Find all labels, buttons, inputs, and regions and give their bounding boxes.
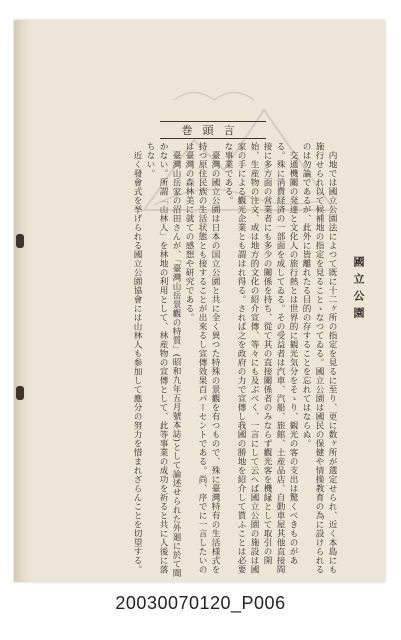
binding-mark: [16, 386, 24, 400]
image-caption: 20030070120_P006: [115, 593, 286, 613]
paragraph: 内地では國立公園法によつて既に十二ヶ所の指定を見るに至り、更に数ヶ所が選定せられ、近く本島にも施行せられ以て候補地の指定を見ることゝなつてゐる。國立公園は國民の保健や情操教育の為に設けられるのは勿論であるが、此外に皆離れたる目的の存することを忘れてはならぬ。: [301, 142, 337, 574]
paragraph: 臺灣山岳家の沼田さんが、「臺灣山岳景觀の特質」(昭和九年五月號本誌)として論述せられた外廻に於て聞かない。所謂「山林人」を林地の利用として、林産物の宣傳として、此等事業の成功を祈ると共に人後に落ちない。: [145, 142, 181, 577]
paragraph: 近く發會式を挙げられる國立公園協會には山林人も参加して應分の努力を惜まれざらんことを切望する。: [132, 150, 142, 574]
binding-mark: [16, 234, 24, 248]
page-heading: 巻頭言: [160, 121, 266, 139]
paragraph: 臺灣の國立公園は日本の国立公園と共に全く異つた特殊の景觀を有つもので、殊に臺灣特有の生活様式を持つ原住民族の生活状態とも接することが出來るし宣傳效果百パーセントである。尚、序でに一言したいのは臺灣の森林美に就ての感想や研究である。: [184, 142, 220, 574]
paragraph: 交通機關の発達と文化人の旅行熱とは世界的に観光気分をそゝり、観光の客の支出は驚くべきものがある。殊に消費経済の一部面を成してゐる。その受益者は汽車、汽船、旅館、土産品店、自動車屋其他直接間接に多方面の営業者にも多少の關係を持ち、從て其の直接關係者のみならず觀光客を機縁として取引の開始、生産物の注文、或は地方的文化の紹介宣傳、等々にも及ぶべく、一言にして云へば國立公園の施設は國家の手による觀光企業とも謂はれ得る。されば之を政府の力で宣傳し我國の勝地を紹介して貰ふことは必要な事業である。: [223, 142, 298, 574]
page-fold-shadow: [14, 20, 32, 582]
body-text: [86, 142, 338, 582]
scanned-page: [14, 20, 385, 582]
section-title: 國立公園: [352, 256, 365, 324]
